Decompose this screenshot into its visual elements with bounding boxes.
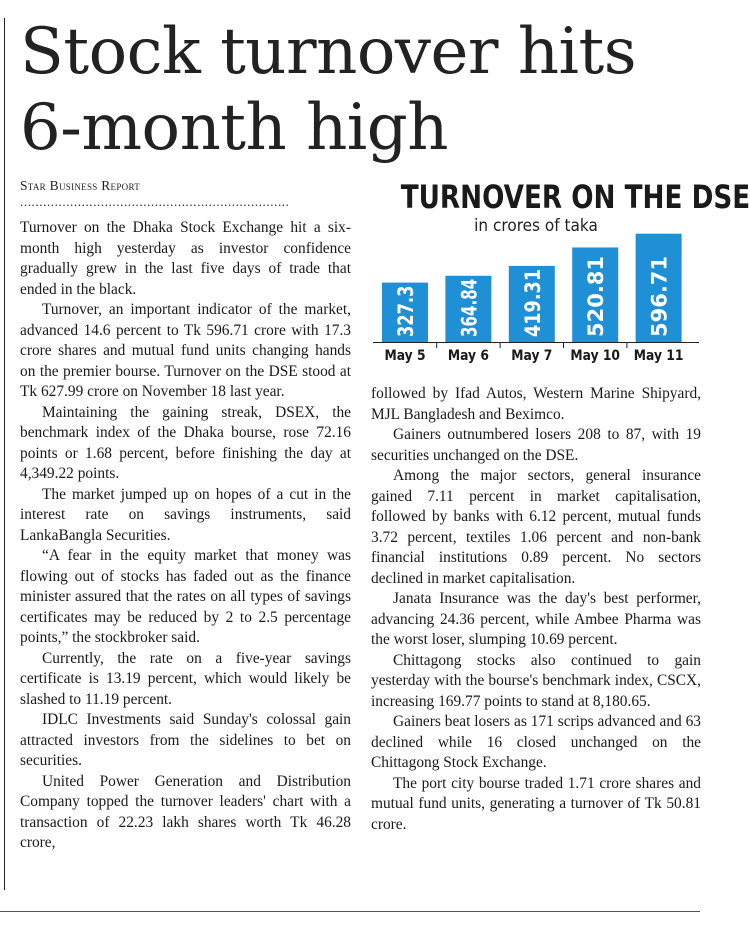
- x-tick-label: May 6: [447, 348, 489, 365]
- headline-line-2: 6-month high: [20, 91, 448, 165]
- paragraph: Turnover, an important indicator of the market, advanced 14.6 percent to Tk 596.71 crore with 17.3 crore shares and mutual fund units changing hands on the premier bourse. Turnover on the DSE stood at Tk 627.99 crore on November 18 last year.: [20, 301, 351, 400]
- x-tick-label: May 11: [633, 348, 684, 365]
- x-tick-label: May 7: [511, 348, 553, 365]
- paragraph: Janata Insurance was the day's best performer, advancing 24.36 percent, while Ambee Pharma was the worst loser, slumping 10.69 percent.: [371, 590, 701, 648]
- paragraph: Gainers beat losers as 171 scrips advanced and 63 declined while 16 closed unchanged on the Chittagong Stock Exchange.: [371, 713, 701, 771]
- paragraph: Chittagong stocks also continued to gain yesterday with the bourse's benchmark index, CSCX, increasing 169.77 points to stand at 8,180.65.: [371, 651, 701, 710]
- paragraph: “A fear in the equity market that money was flowing out of stocks has faded out as the finance minister assured that the rates on all types of savings certificates may be reduced by 2 to 2.5 percentage points,” the stockbroker said.: [20, 547, 351, 646]
- paragraph: Maintaining the gaining streak, DSEX, the benchmark index of the Dhaka bourse, rose 72.16 points or 1.68 percent, before finishing the day at 4,349.22 points.: [20, 403, 351, 482]
- paragraph: The port city bourse traded 1.71 crore shares and mutual fund units, generating a turnover of Tk 50.81 crore.: [371, 774, 701, 833]
- x-tick-label: May 5: [384, 348, 426, 365]
- paragraph: followed by Ifad Autos, Western Marine Shipyard, MJL Bangladesh and Beximco.: [371, 385, 701, 423]
- chart-plot: [371, 176, 750, 372]
- paragraph: Gainers outnumbered losers 208 to 87, with 19 securities unchanged on the DSE.: [371, 426, 701, 464]
- x-tick-label: May 10: [570, 348, 621, 365]
- headline-line-1: Stock turnover hits: [20, 15, 637, 89]
- left-column-rule: [4, 18, 5, 890]
- paragraph: Currently, the rate on a five-year savings certificate is 13.19 percent, which would likely be slashed to 11.19 percent.: [20, 649, 351, 708]
- paragraph: United Power Generation and Distribution Company topped the turnover leaders' chart with a transaction of 22.23 lakh shares worth Tk 46.28 crore,: [20, 772, 351, 851]
- bottom-rule: [0, 911, 700, 912]
- chart-title: TURNOVER ON THE DSE: [400, 178, 750, 216]
- bar-value-label: 364.84: [457, 255, 482, 337]
- chart-subtitle: in crores of taka: [474, 216, 598, 236]
- turnover-chart: [371, 176, 750, 372]
- byline-dotted-rule: ......................................................................: [20, 194, 290, 209]
- paragraph: Turnover on the Dhaka Stock Exchange hit a six-month high yesterday as investor confidence gradually grew in the last five days of trade that ended in the black.: [20, 219, 351, 298]
- paragraph: Among the major sectors, general insurance gained 7.11 percent in market capitalisation, followed by banks with 6.12 percent, mutual funds 3.72 percent, textiles 1.06 percent and non-bank financial institutions 0.89 percent. No sectors declined in market capitalisation.: [371, 467, 701, 587]
- right-column: [371, 384, 701, 835]
- bar-value-label: 520.81: [584, 255, 609, 337]
- left-column: [20, 218, 351, 854]
- bar-value-label: 596.71: [647, 255, 672, 337]
- paragraph: The market jumped up on hopes of a cut in the interest rate on savings instruments, said LankaBangla Securities.: [20, 485, 351, 544]
- headline: [20, 14, 700, 166]
- paragraph: IDLC Investments said Sunday's colossal gain attracted investors from the sidelines to bet on securities.: [20, 711, 351, 769]
- bar-value-label: 327.3: [394, 270, 418, 337]
- byline: Star Business Report: [20, 178, 141, 193]
- bar-value-label: 419.31: [520, 255, 545, 337]
